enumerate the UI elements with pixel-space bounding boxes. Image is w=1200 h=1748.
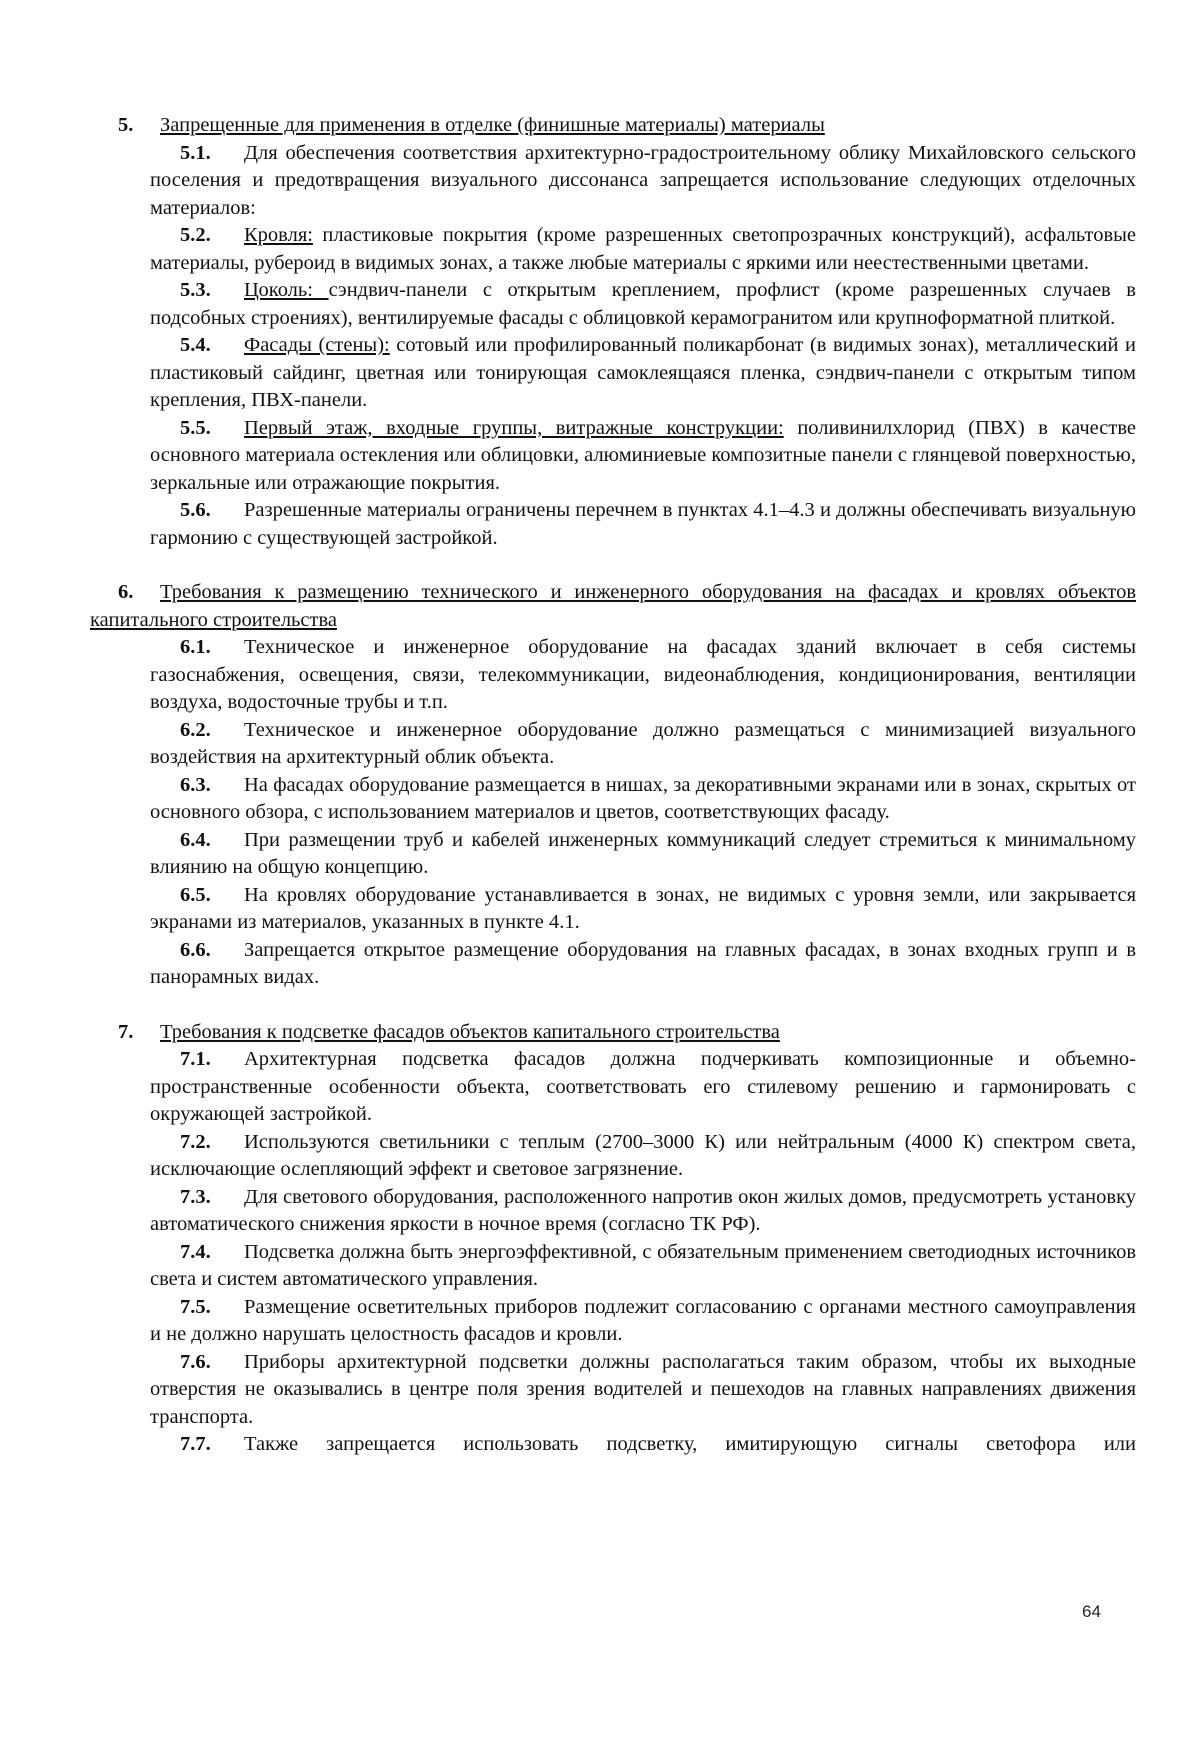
clause-text: поливинилхлорид (ПВХ) в качестве основного материала остекления или облицовки, алюминиевые композитные панели с глянцевой поверхностью, зеркальные или отражающие покрытия. bbox=[150, 416, 1136, 494]
clause-7-6 bbox=[150, 1349, 1136, 1432]
clause-text: Подсветка должна быть энергоэффективной, с обязательным применением светодиодных источников света и систем автоматического управления. bbox=[150, 1240, 1136, 1290]
clause-label: Кровля: bbox=[244, 224, 313, 246]
section-gap bbox=[90, 992, 1136, 1019]
clause-text: Также запрещается использовать подсветку, имитирующую сигналы светофора или bbox=[244, 1433, 1136, 1455]
clause-number: 5.2. bbox=[180, 224, 211, 246]
clause-number: 5.5. bbox=[180, 416, 211, 439]
clause-7-1 bbox=[150, 1046, 1136, 1129]
clause-text: Разрешенные материалы ограничены перечнем в пунктах 4.1–4.3 и должны обеспечивать визуальную гармонию с существующей застройкой. bbox=[150, 499, 1136, 549]
clause-number: 5.6. bbox=[180, 499, 211, 521]
section-title: Требования к размещению технического и инженерного оборудования на фасадах и кровлях объектов капитального строительства bbox=[90, 581, 1136, 631]
section-number: 7. bbox=[118, 1020, 134, 1043]
clause-text: На фасадах оборудование размещается в нишах, за декоративными экранами или в зонах, скрытых от основного обзора, с использованием материалов и цветов, соответствующих фасаду. bbox=[150, 773, 1136, 823]
clause-text: Для обеспечения соответствия архитектурно-градостроительному облику Михайловского сельского поселения и предотвращения визуального диссонанса запрещается использование следующих отделочных материалов: bbox=[150, 141, 1136, 219]
clause-number: 6.4. bbox=[180, 828, 211, 851]
clause-text: Архитектурная подсветка фасадов должна подчеркивать композиционные и объемно-пространственные особенности объекта, соответствовать его стилевому решению и гармонировать с окружающей застройкой. bbox=[150, 1048, 1136, 1125]
section-title: Требования к подсветке фасадов объектов капитального строительства bbox=[160, 1020, 780, 1043]
clause-7-5 bbox=[150, 1294, 1136, 1349]
clause-number: 7.1. bbox=[180, 1048, 211, 1070]
clause-7-4 bbox=[150, 1239, 1136, 1294]
clause-number: 6.3. bbox=[180, 773, 211, 796]
section-title: Запрещенные для применения в отделке (финишные материалы) материалы bbox=[160, 114, 825, 136]
clause-number: 7.3. bbox=[180, 1185, 211, 1208]
clause-text: Для светового оборудования, расположенного напротив окон жилых домов, предусмотреть установку автоматического снижения яркости в ночное время (согласно ТК РФ). bbox=[150, 1185, 1136, 1235]
clause-6-5 bbox=[150, 882, 1136, 937]
clause-5-1 bbox=[150, 140, 1136, 223]
clause-number: 5.1. bbox=[180, 141, 211, 164]
clause-label: Цоколь: bbox=[244, 279, 329, 301]
clause-text: Приборы архитектурной подсветки должны располагаться таким образом, чтобы их выходные отверстия не оказывались в центре поля зрения водителей и пешеходов на главных направлениях движения транспорта. bbox=[150, 1350, 1136, 1428]
section-number: 5. bbox=[118, 114, 134, 136]
clause-5-3 bbox=[150, 277, 1136, 332]
section-heading-7 bbox=[90, 1019, 1136, 1047]
clause-number: 6.2. bbox=[180, 718, 211, 741]
clause-6-1 bbox=[150, 634, 1136, 717]
clause-5-2 bbox=[150, 222, 1136, 277]
clause-5-4 bbox=[150, 332, 1136, 415]
clause-text: Техническое и инженерное оборудование должно размещаться с минимизацией визуального воздействия на архитектурный облик объекта. bbox=[150, 718, 1136, 768]
clause-number: 6.6. bbox=[180, 938, 211, 961]
clause-text: сэндвич-панели с открытым креплением, профлист (кроме разрешенных случаев в подсобных строениях), вентилируемые фасады с облицовкой керамогранитом или крупноформатной плиткой. bbox=[150, 279, 1136, 329]
clause-5-5 bbox=[150, 415, 1136, 498]
section-gap bbox=[90, 552, 1136, 579]
clause-text: Размещение осветительных приборов подлежит согласованию с органами местного самоуправления и не должно нарушать целостность фасадов и кровли. bbox=[150, 1295, 1136, 1345]
clause-6-2 bbox=[150, 717, 1136, 772]
clause-6-4 bbox=[150, 827, 1136, 882]
clause-text: Техническое и инженерное оборудование на фасадах зданий включает в себя системы газоснабжения, освещения, связи, телекоммуникации, видеонаблюдения, кондиционирования, вентиляции воздуха, водосточные трубы и т.п. bbox=[150, 636, 1136, 713]
clause-number: 6.1. bbox=[180, 636, 211, 658]
clause-number: 7.5. bbox=[180, 1295, 211, 1318]
clause-7-3 bbox=[150, 1184, 1136, 1239]
clause-number: 6.5. bbox=[180, 883, 211, 906]
clause-7-2 bbox=[150, 1129, 1136, 1184]
clause-number: 5.4. bbox=[180, 334, 211, 356]
clause-number: 7.7. bbox=[180, 1433, 211, 1455]
clause-number: 7.2. bbox=[180, 1130, 211, 1153]
clause-6-6 bbox=[150, 937, 1136, 992]
clause-text: На кровлях оборудование устанавливается в зонах, не видимых с уровня земли, или закрывается экранами из материалов, указанных в пункте 4.1. bbox=[150, 883, 1136, 933]
clause-text: Запрещается открытое размещение оборудования на главных фасадах, в зонах входных групп и в панорамных видах. bbox=[150, 938, 1136, 988]
section-heading-5 bbox=[90, 112, 1136, 140]
clause-text: При размещении труб и кабелей инженерных коммуникаций следует стремиться к минимальному влиянию на общую концепцию. bbox=[150, 828, 1136, 878]
clause-number: 7.6. bbox=[180, 1350, 211, 1373]
section-heading-6 bbox=[90, 579, 1136, 634]
clause-6-3 bbox=[150, 772, 1136, 827]
clause-text: пластиковые покрытия (кроме разрешенных светопрозрачных конструкций), асфальтовые материалы, рубероид в видимых зонах, а также любые материалы с яркими или неестественными цветами. bbox=[150, 224, 1136, 274]
clause-5-6 bbox=[150, 497, 1136, 552]
clause-text: сотовый или профилированный поликарбонат (в видимых зонах), металлический и пластиковый сайдинг, цветная или тонирующая самоклеящаяся пленка, сэндвич-панели с открытым типом крепления, ПВХ-панели. bbox=[150, 334, 1136, 411]
clause-number: 7.4. bbox=[180, 1240, 211, 1263]
page-number: 64 bbox=[1082, 1602, 1101, 1621]
clause-text: Используются светильники с теплым (2700–3000 К) или нейтральным (4000 К) спектром света, исключающие ослепляющий эффект и световое загрязнение. bbox=[150, 1130, 1136, 1180]
clause-label: Фасады (стены): bbox=[244, 334, 390, 356]
section-number: 6. bbox=[118, 581, 134, 603]
clause-label: Первый этаж, входные группы, витражные конструкции: bbox=[244, 416, 784, 439]
clause-7-7 bbox=[150, 1431, 1136, 1459]
clause-number: 5.3. bbox=[180, 279, 211, 301]
